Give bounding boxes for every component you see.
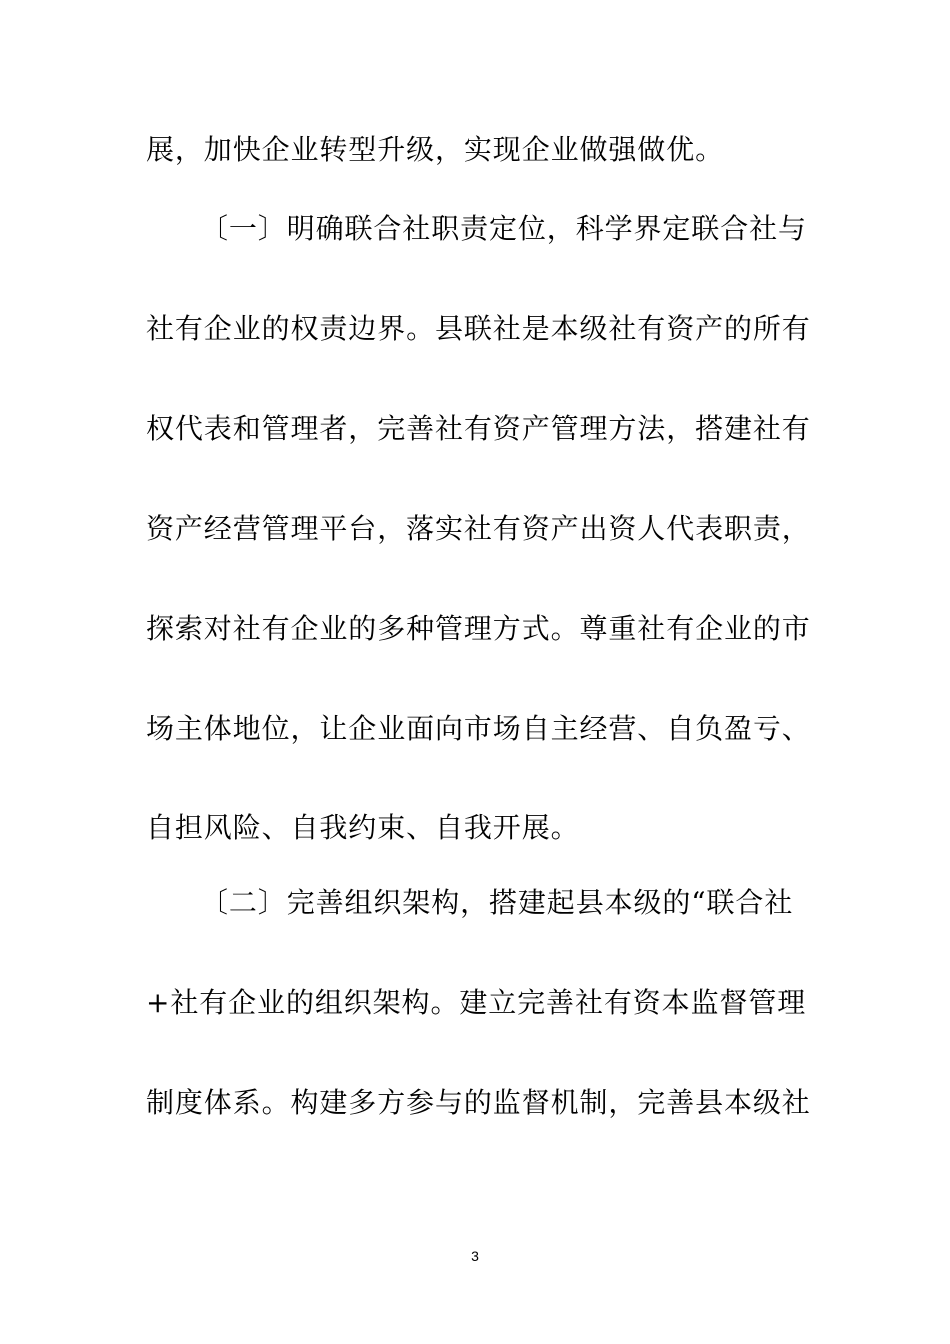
section-heading-line: 〔一〕明确联合社职责定位，科学界定联合社与 (200, 212, 807, 245)
body-text-line: 展，加快企业转型升级，实现企业做强做优。 (146, 133, 725, 166)
body-text-line: 权代表和管理者，完善社有资产管理方法，搭建社有 (146, 412, 811, 445)
body-text-line: 资产经营管理平台，落实社有资产出资人代表职责， (146, 512, 811, 545)
body-text-line: 自担风险、自我约束、自我开展。 (146, 811, 580, 844)
page-number: 3 (471, 1248, 479, 1264)
body-text-line: 制度体系。构建多方参与的监督机制，完善县本级社 (146, 1086, 811, 1119)
section-heading-line: 〔二〕完善组织架构，搭建起县本级的“联合社 (200, 886, 794, 919)
body-text-line: 场主体地位，让企业面向市场自主经营、自负盈亏、 (146, 712, 811, 745)
body-text-line: +社有企业的组织架构。建立完善社有资本监督管理 (146, 986, 807, 1019)
body-text-line: 社有企业的权责边界。县联社是本级社有资产的所有 (146, 312, 811, 345)
body-text-line: 探索对社有企业的多种管理方式。尊重社有企业的市 (146, 612, 811, 645)
